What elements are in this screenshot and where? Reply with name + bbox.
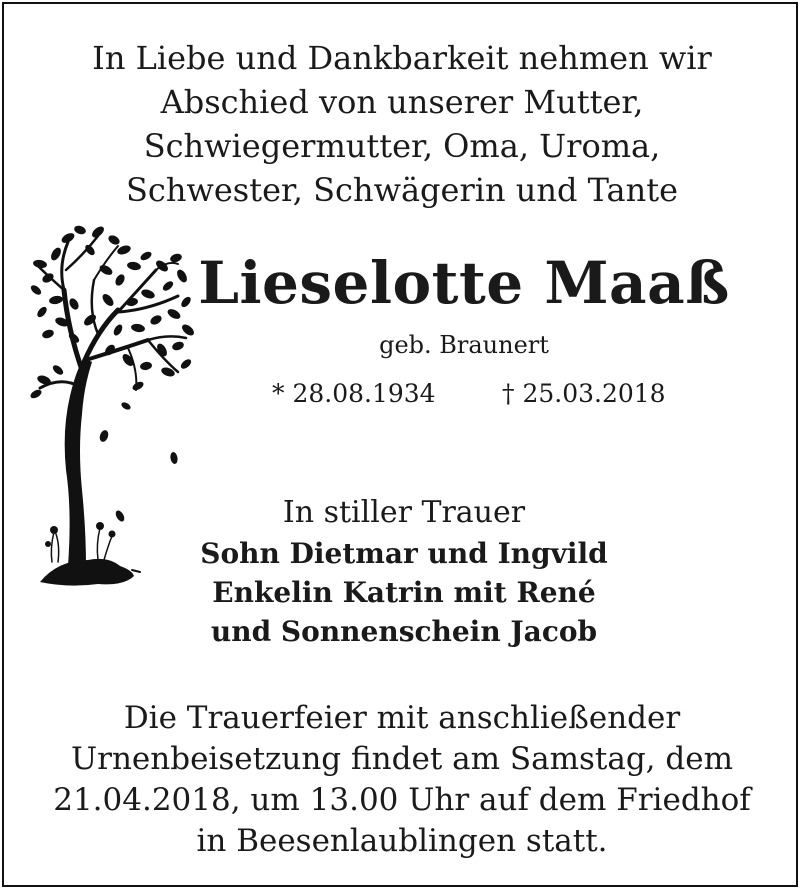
deceased-name: Lieselotte Maaß	[198, 249, 730, 317]
service-line: Urnenbeisetzung findet am Samstag, dem	[71, 741, 733, 777]
obituary-notice	[2, 2, 798, 887]
mourning-block	[104, 492, 704, 651]
mourner-line: und Sonnenschein Jacob	[210, 615, 598, 648]
service-info	[4, 698, 798, 862]
intro-line: Schwester, Schwägerin und Tante	[126, 171, 678, 209]
service-line: in Beesenlaublingen statt.	[196, 823, 608, 859]
intro-line: Schwiegermutter, Oma, Uroma,	[143, 127, 661, 165]
intro-line: In Liebe und Dankbarkeit nehmen wir	[92, 39, 712, 77]
intro-line: Abschied von unserer Mutter,	[160, 83, 644, 121]
birth-date: * 28.08.1934	[272, 379, 436, 408]
mourner-line: Sohn Dietmar und Ingvild	[200, 537, 608, 570]
mourning-heading: In stiller Trauer	[282, 495, 526, 530]
service-line: Die Trauerfeier mit anschließender	[123, 700, 681, 736]
maiden-name: geb. Braunert	[379, 331, 549, 359]
death-date: † 25.03.2018	[502, 379, 666, 408]
mourner-line: Enkelin Katrin mit René	[212, 576, 596, 609]
service-line: 21.04.2018, um 13.00 Uhr auf dem Friedhof	[53, 782, 751, 818]
intro-text	[4, 36, 798, 212]
